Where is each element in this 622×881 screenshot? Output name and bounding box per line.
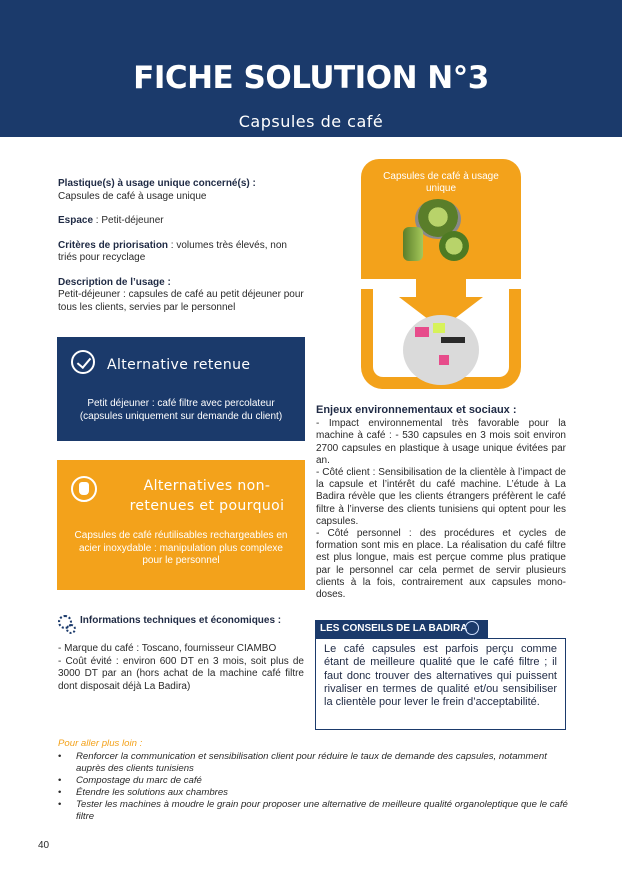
usage-block <box>58 277 308 315</box>
gears-icon <box>58 615 72 629</box>
advice-tag: LES CONSEILS DE LA BADIRA <box>315 620 488 638</box>
replacement-flow-graphic <box>361 159 521 389</box>
list-item: • Tester les machines à moudre le grain pour proposer une alternative de meilleure qualité organoleptique que le café filtre <box>58 799 568 823</box>
flow-label: Capsules de café à usage unique <box>383 171 499 194</box>
criteria-block <box>58 240 308 265</box>
check-circle-icon <box>71 350 95 374</box>
info-line-1: - Marque du café : Toscano, fournisseur CIAMBO <box>58 643 277 654</box>
further-list <box>58 751 568 823</box>
page-number: 40 <box>38 840 50 851</box>
enjeux-paragraph-2: - Côté client : Sensibilisation de la clientèle à l’impact de la capsule et l’intérêt du café machine. L’étude à La Badira révèle que les clients étrangers préfèrent le café filtre à l’inverse des clients tunisiens qui optent pour les capsules. <box>316 467 566 527</box>
list-item: • Renforcer la communication et sensibilisation client pour réduire le taux de demande des capsules, notamment auprès des clients tunisiens <box>58 751 568 775</box>
further-actions <box>58 738 568 823</box>
list-item: • Compostage du marc de café <box>58 775 568 787</box>
alternatives-not-retained-body: Capsules de café réutilisables rechargeables en acier inoxydable : manipulation plus complexe pour le personnel <box>74 530 288 566</box>
info-title: Informations techniques et économiques : <box>80 615 282 626</box>
enjeux-title: Enjeux environnementaux et sociaux : <box>316 404 517 416</box>
further-title: Pour aller plus loin : <box>58 738 143 749</box>
stop-hand-icon <box>71 476 97 502</box>
alternative-retained-title: Alternative retenue <box>107 357 251 373</box>
space-label: Espace <box>58 215 94 226</box>
alternative-retained-body: Petit déjeuner : café filtre avec percolateur (capsules uniquement sur demande du client) <box>79 398 283 422</box>
space-value: : Petit-déjeuner <box>93 215 164 226</box>
alternatives-not-retained-box <box>57 460 305 590</box>
filter-coffee-photo <box>403 315 479 385</box>
page-title: FICHE SOLUTION N°3 <box>133 60 489 96</box>
coffee-capsule-icon <box>439 231 469 261</box>
plastics-value: Capsules de café à usage unique <box>58 190 207 202</box>
list-item: • Étendre les solutions aux chambres <box>58 787 568 799</box>
usage-label: Description de l’usage : <box>58 276 171 288</box>
environmental-social-issues <box>316 404 566 601</box>
page-subtitle: Capsules de café <box>238 112 384 131</box>
space-block <box>58 215 308 228</box>
advice-box: Le café capsules est parfois perçu comme étant de meilleure qualité que le café filtre ; il faut donc trouver des alternatives qui puissent rivaliser en termes de qualité et/ou sensibiliser la clientèle pour lever le frein d’acceptabilité. <box>315 638 566 730</box>
plastics-label: Plastique(s) à usage unique concerné(s) : <box>58 178 256 189</box>
usage-value: Petit-déjeuner : capsules de café au petit déjeuner pour tous les clients, servies par le personnel <box>58 289 304 313</box>
header-banner <box>0 0 622 137</box>
flow-top-panel <box>361 159 521 279</box>
plastics-block <box>58 178 308 203</box>
lightbulb-icon <box>465 621 479 635</box>
enjeux-paragraph-1: - Impact environnemental très favorable pour la machine à café : - 530 capsules en 3 mois soit environ 2700 capsules en plastique à usage unique évitées par an. <box>316 418 566 466</box>
info-body <box>58 643 304 693</box>
alternatives-not-retained-title: Alternatives non-retenues et pourquoi <box>129 478 285 514</box>
enjeux-paragraph-3: - Côté personnel : des procédures et cycles de formation sont mis en place. La réalisation du café filtre est plus longue, mais est perçue comme plus pratique par le personnel car cela permet de servir plusieurs clients à la fois, contrairement aux capsules mono-doses. <box>316 528 566 601</box>
criteria-label: Critères de priorisation <box>58 239 169 251</box>
alternative-retained-box <box>57 337 305 441</box>
coffee-capsule-icon <box>403 227 423 261</box>
criteria-value: : volumes très élevés, non triés pour recyclage <box>58 239 287 263</box>
usage-details <box>58 178 308 326</box>
info-line-2: - Coût évité : environ 600 DT en 3 mois, soit plus de 3000 DT par an (hors achat de la machine café filtre dont disposait déjà La Badira) <box>58 655 304 692</box>
